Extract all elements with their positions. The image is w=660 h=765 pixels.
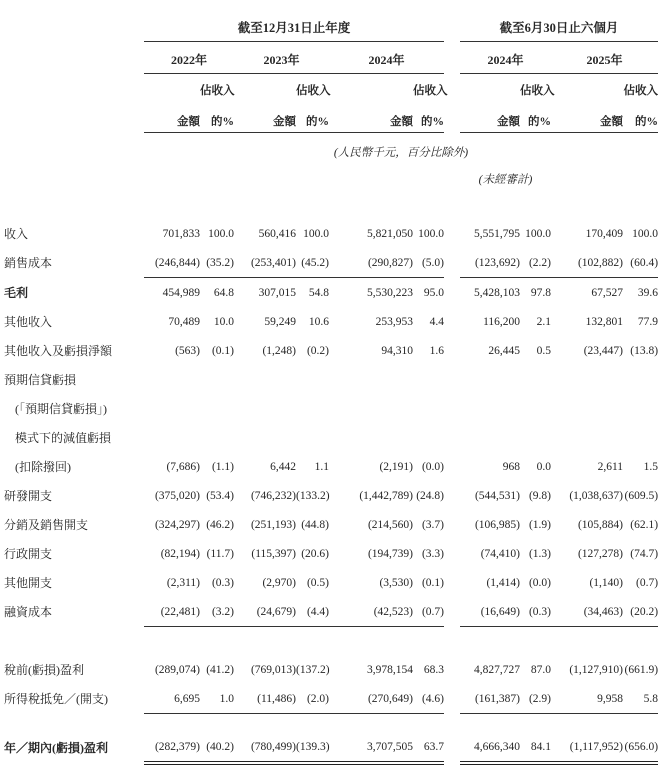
pct-cell (413, 394, 444, 423)
row-label: 所得稅抵免／(開支) (4, 692, 108, 707)
column-gap (444, 365, 460, 394)
annual-period-title: 截至12月31日止年度 (144, 6, 444, 42)
pct-cell: (1.3) (528, 547, 552, 560)
amount-cell: (251,193) (250, 518, 296, 531)
pct-cell: (46.2) (206, 518, 234, 531)
year-row (4, 42, 658, 74)
amount-cell (329, 394, 413, 423)
pct-cell: 68.3 (423, 663, 445, 676)
amount-cell (551, 423, 623, 452)
header-body-gap (4, 187, 658, 219)
amount-cell: (1,248) (262, 344, 296, 357)
pct-cell: (2.2) (520, 248, 551, 278)
pct-cell: (0.0) (421, 460, 445, 473)
pct-cell: (3.2) (200, 597, 234, 627)
spacer-row (4, 714, 658, 733)
column-gap (444, 423, 460, 452)
amount-cell: (16,649) (460, 597, 520, 627)
pct-cell: (1.1) (211, 460, 234, 473)
pct-cell: (661.9) (624, 663, 659, 676)
amount-cell: 5,530,223 (367, 286, 413, 299)
year-2022: 2022年 (144, 42, 234, 74)
pct-cell: 100.0 (303, 227, 329, 240)
amount-cell: (780,499) (234, 732, 296, 763)
amount-label: 金額 (144, 101, 200, 133)
amount-cell (329, 423, 413, 452)
amount-cell: 3,707,505 (329, 732, 413, 763)
amount-cell: 5,428,103 (474, 286, 521, 299)
interim-period-title: 截至6月30日止六個月 (460, 6, 658, 42)
pct-cell: (1.9) (528, 518, 552, 531)
subheader-top-row (4, 74, 658, 102)
pct-of-revenue-label: 佔收入 (520, 85, 555, 97)
subheader-bottom-row (4, 101, 658, 133)
pct-cell: 100.0 (418, 227, 445, 240)
amount-cell: 116,200 (483, 315, 521, 328)
pct-cell: (2.9) (520, 684, 551, 714)
amount-cell (144, 394, 200, 423)
amount-cell: 9,958 (551, 684, 623, 714)
pct-cell: (0.1) (421, 576, 445, 589)
amount-cell: (106,985) (474, 518, 521, 531)
pct-cell: (3.7) (421, 518, 445, 531)
pct-label: 的% (520, 101, 551, 133)
amount-cell: (2,311) (166, 576, 200, 589)
table-row (4, 510, 658, 539)
amount-cell (460, 394, 520, 423)
amount-cell: 2,611 (597, 460, 624, 473)
amount-cell: (1,117,952) (551, 732, 623, 763)
pct-cell (623, 423, 658, 452)
pct-cell: 100.0 (208, 227, 234, 240)
column-gap (444, 42, 460, 74)
amount-cell (551, 394, 623, 423)
amount-cell: (34,463) (551, 597, 623, 627)
amount-label: 金額 (234, 101, 296, 133)
amount-cell (551, 365, 623, 394)
pct-cell: 95.0 (423, 286, 445, 299)
column-gap (444, 278, 460, 308)
amount-cell: 307,015 (258, 286, 296, 299)
pct-cell: (20.6) (301, 547, 329, 560)
pct-of-revenue-label: 佔收入 (200, 85, 235, 97)
amount-cell: 5,551,795 (474, 227, 521, 240)
amount-cell: 4,827,727 (474, 663, 521, 676)
amount-cell: (2,191) (379, 460, 413, 473)
spacer-cell (4, 627, 658, 656)
amount-cell: 26,445 (488, 344, 521, 357)
pct-cell (296, 365, 329, 394)
amount-cell: (7,686) (166, 460, 200, 473)
column-gap (444, 655, 460, 684)
amount-cell: 253,953 (375, 315, 413, 328)
amount-cell: 3,978,154 (367, 663, 413, 676)
pct-cell: (53.4) (206, 489, 234, 502)
pct-cell (296, 394, 329, 423)
row-label: 研發開支 (4, 489, 53, 503)
pct-cell: (0.3) (520, 597, 551, 627)
column-gap (444, 101, 460, 133)
amount-cell: (3,530) (379, 576, 413, 589)
column-gap (444, 510, 460, 539)
pct-cell (623, 394, 658, 423)
pct-cell: (20.2) (623, 597, 658, 627)
pct-of-revenue-label: 佔收入 (413, 85, 448, 97)
row-label: 毛利 (4, 285, 29, 300)
amount-cell: (82,194) (160, 547, 200, 560)
amount-cell: 968 (502, 460, 521, 473)
amount-cell: (2,970) (262, 576, 296, 589)
pct-cell: (0.7) (413, 597, 444, 627)
table-row (4, 568, 658, 597)
financial-summary-table (4, 6, 658, 765)
pct-of-revenue-label: 佔收入 (296, 85, 331, 97)
table-row (4, 219, 658, 248)
amount-cell (144, 423, 200, 452)
table-row (4, 684, 658, 714)
table-row (4, 336, 658, 365)
amount-cell: (375,020) (154, 489, 200, 502)
pct-cell: (4.6) (413, 684, 444, 714)
pct-cell: 87.0 (530, 663, 552, 676)
table-row (4, 539, 658, 568)
row-label: 銷售成本 (4, 256, 53, 271)
amount-cell: (11,486) (234, 684, 296, 714)
pct-cell: (137.2) (296, 663, 330, 676)
pct-cell: 97.8 (530, 286, 552, 299)
pct-cell: (44.8) (301, 518, 329, 531)
amount-cell: (282,379) (144, 732, 200, 763)
row-label: 年／期內(虧損)盈利 (4, 741, 108, 755)
pct-cell: (62.1) (630, 518, 659, 531)
pct-cell: (35.2) (200, 248, 234, 278)
column-gap (444, 452, 460, 481)
pct-cell: (2.0) (296, 684, 329, 714)
pct-cell: (0.1) (211, 344, 234, 357)
amount-cell: (289,074) (154, 663, 200, 676)
pct-cell: 4.4 (429, 315, 445, 328)
row-label: 融資成本 (4, 605, 53, 620)
pct-cell: (60.4) (623, 248, 658, 278)
interim-2025: 2025年 (551, 42, 658, 74)
amount-cell: (105,884) (577, 518, 624, 531)
pct-cell: 10.6 (308, 315, 329, 328)
pct-cell: 10.0 (213, 315, 234, 328)
pct-cell: 54.8 (308, 286, 329, 299)
pct-cell: (9.8) (528, 489, 552, 502)
pct-cell: (0.0) (528, 576, 552, 589)
row-label: (扣除撥回) (15, 460, 71, 474)
pct-cell (520, 394, 551, 423)
column-gap (444, 684, 460, 714)
table-row (4, 365, 658, 394)
row-label: (「預期信貸虧損」) (15, 402, 107, 416)
pct-cell: 77.9 (637, 315, 659, 328)
pct-cell: 1.0 (200, 684, 234, 714)
amount-label: 金額 (329, 101, 413, 133)
pct-label: 的% (413, 101, 444, 133)
table-body (4, 219, 658, 763)
interim-2024: 2024年 (460, 42, 551, 74)
pct-cell (200, 365, 234, 394)
pct-cell (623, 365, 658, 394)
amount-cell: (270,649) (329, 684, 413, 714)
amount-cell: 70,489 (168, 315, 200, 328)
pct-cell: (4.4) (296, 597, 329, 627)
row-label: 其他開支 (4, 576, 53, 590)
pct-cell (413, 365, 444, 394)
amount-cell: (769,013) (250, 663, 296, 676)
row-label: 其他收入及虧損淨額 (4, 344, 113, 358)
amount-cell (460, 365, 520, 394)
amount-cell: 59,249 (264, 315, 296, 328)
amount-cell (329, 365, 413, 394)
pct-cell: 2.1 (536, 315, 552, 328)
pct-cell: (139.3) (296, 732, 329, 763)
pct-cell: (3.3) (421, 547, 445, 560)
amount-cell: (563) (175, 344, 200, 357)
pct-label: 的% (200, 101, 234, 133)
table-row (4, 597, 658, 627)
pct-cell: (40.2) (200, 732, 234, 763)
table-row (4, 655, 658, 684)
column-gap (444, 481, 460, 510)
pct-cell (296, 423, 329, 452)
unaudited-note: (未經審計) (478, 174, 533, 186)
amount-cell (234, 365, 296, 394)
row-label: 分銷及銷售開支 (4, 518, 89, 532)
pct-cell: 39.6 (637, 286, 659, 299)
pct-cell: (24.8) (416, 489, 445, 502)
amount-cell: (1,127,910) (569, 663, 624, 676)
amount-cell: 132,801 (585, 315, 624, 328)
year-2024: 2024年 (329, 42, 444, 74)
spacer-cell (4, 714, 658, 733)
amount-cell: (102,882) (551, 248, 623, 278)
pct-cell: 100.0 (525, 227, 552, 240)
column-gap (444, 568, 460, 597)
pct-cell: (656.0) (623, 732, 658, 763)
amount-cell: (194,739) (367, 547, 413, 560)
pct-cell: (0.5) (306, 576, 329, 589)
amount-cell: (123,692) (460, 248, 520, 278)
pct-cell: 64.8 (213, 286, 234, 299)
pct-cell: (5.0) (413, 248, 444, 278)
row-label: 收入 (4, 227, 29, 241)
column-gap (444, 336, 460, 365)
amount-cell: (1,414) (486, 576, 521, 589)
pct-cell (520, 365, 551, 394)
pct-cell: 1.6 (429, 344, 445, 357)
column-gap (444, 248, 460, 278)
column-gap (444, 307, 460, 336)
amount-label: 金額 (460, 101, 520, 133)
table-row (4, 307, 658, 336)
unaudited-note-row (4, 160, 658, 187)
amount-cell: (1,442,789) (359, 489, 413, 502)
pct-cell (520, 423, 551, 452)
spacer-row (4, 627, 658, 656)
amount-cell: (161,387) (460, 684, 520, 714)
amount-cell: 170,409 (585, 227, 624, 240)
column-gap (444, 219, 460, 248)
amount-cell: 4,666,340 (460, 732, 520, 763)
table-row (4, 248, 658, 278)
amount-cell: 701,833 (162, 227, 200, 240)
pct-cell: (74.7) (630, 547, 659, 560)
amount-label: 金額 (551, 101, 623, 133)
row-label: 行政開支 (4, 547, 53, 561)
pct-cell: (609.5) (624, 489, 659, 502)
row-label: 稅前(虧損)盈利 (4, 663, 84, 677)
currency-note: (人民幣千元，百分比除外) (333, 147, 469, 159)
amount-cell: (1,038,637) (569, 489, 624, 502)
amount-cell: 560,416 (258, 227, 296, 240)
table-row (4, 423, 658, 452)
column-gap (444, 539, 460, 568)
amount-cell (234, 423, 296, 452)
pct-cell: (11.7) (206, 547, 234, 560)
pct-label: 的% (296, 101, 329, 133)
currency-note-row (4, 133, 658, 161)
pct-cell (200, 423, 234, 452)
pct-cell: 100.0 (632, 227, 659, 240)
amount-cell: 5,821,050 (367, 227, 413, 240)
amount-cell: 94,310 (381, 344, 413, 357)
period-group-row (4, 6, 658, 42)
column-gap (444, 732, 460, 763)
amount-cell (144, 365, 200, 394)
pct-cell: 1.1 (314, 460, 329, 473)
amount-cell: (324,297) (154, 518, 200, 531)
amount-cell: (290,827) (329, 248, 413, 278)
pct-cell: 5.8 (623, 684, 658, 714)
table-row (4, 394, 658, 423)
pct-cell: 1.5 (643, 460, 659, 473)
amount-cell: (127,278) (577, 547, 624, 560)
amount-cell: 6,695 (144, 684, 200, 714)
amount-cell: (1,140) (589, 576, 624, 589)
pct-cell: (0.3) (211, 576, 234, 589)
amount-cell: (246,844) (144, 248, 200, 278)
table-row (4, 452, 658, 481)
pct-cell: (13.8) (630, 344, 659, 357)
table-row (4, 481, 658, 510)
amount-cell: (24,679) (234, 597, 296, 627)
row-label: 其他收入 (4, 315, 53, 329)
amount-cell: (746,232) (250, 489, 296, 502)
amount-cell: 454,989 (162, 286, 200, 299)
pct-cell: 0.5 (536, 344, 552, 357)
table-row (4, 278, 658, 308)
amount-cell: (22,481) (144, 597, 200, 627)
column-gap (444, 6, 460, 42)
pct-cell (200, 394, 234, 423)
amount-cell: (23,447) (583, 344, 624, 357)
pct-cell: (41.2) (206, 663, 234, 676)
pct-cell: 63.7 (413, 732, 444, 763)
amount-cell: (115,397) (251, 547, 296, 560)
amount-cell: 6,442 (270, 460, 296, 473)
row-label: 預期信貸虧損 (4, 373, 77, 387)
year-2023: 2023年 (234, 42, 329, 74)
amount-cell (460, 423, 520, 452)
amount-cell: (74,410) (480, 547, 521, 560)
column-gap (444, 597, 460, 627)
row-label: 模式下的減值虧損 (15, 431, 112, 445)
label-column-header (4, 6, 144, 42)
column-gap (444, 394, 460, 423)
amount-cell: (544,531) (474, 489, 521, 502)
pct-cell: (0.7) (635, 576, 659, 589)
amount-cell: (42,523) (329, 597, 413, 627)
amount-cell: (214,560) (367, 518, 413, 531)
amount-cell: (253,401) (234, 248, 296, 278)
pct-cell: 0.0 (536, 460, 552, 473)
pct-cell: 84.1 (520, 732, 551, 763)
amount-cell: 67,527 (591, 286, 624, 299)
pct-label: 的% (623, 101, 658, 133)
amount-cell (234, 394, 296, 423)
pct-cell (413, 423, 444, 452)
pct-cell: (0.2) (306, 344, 329, 357)
pct-cell: (133.2) (296, 489, 330, 502)
pct-cell: (45.2) (296, 248, 329, 278)
table-row (4, 732, 658, 763)
pct-of-revenue-label: 佔收入 (623, 85, 659, 97)
